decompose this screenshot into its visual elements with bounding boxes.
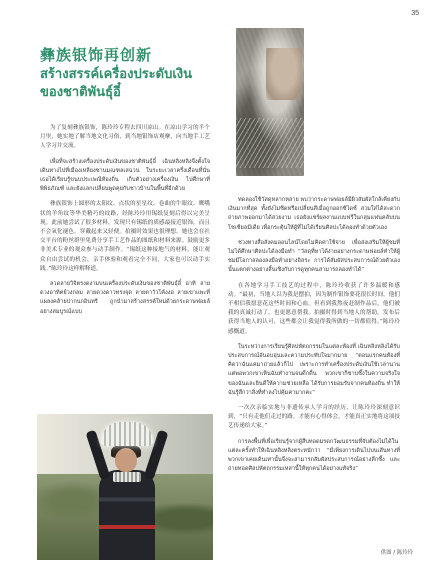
article-title-thai: สร้างสรรค์เครื่องประดับเงินของชาติพันธุ์อี๋: [40, 67, 193, 100]
paragraph-zh-2: 彝族银饰上圆形的太阳纹、点状的星星纹、卷曲的牛眼纹、鹰嘴状的羊角纹等华美精巧的纹路，经陈玲玲用锡纸复刻后得以完美呈现。此前她尝试了很多材料，发现只有锡纸的质感最接近银饰，而且不会氧化褪色。穿戴起来又轻便。拍摄时效果也很理想。她也会在社交平台的粉丝群里免费分享手工艺作品的图纸和材料来源。鼓励更多非美术专业的观众参与动手制作。“锡纸这种接地气的材料，能让观众自由尝试的机会，亲手体验和观看完全不同，大家也可以动手实践。”陈玲玲这样解释道。: [40, 201, 210, 272]
article-title-chinese: 彝族银饰再创新: [40, 46, 153, 64]
paragraph-zh-4: 一次次亲临实地与非遗传承人学习的经历，让陈玲玲深刻意识到，“只有走他们走过的路，才能有心得体会，才能真正实地将这项技艺传递给大家。”: [228, 405, 400, 430]
silver-craft-closeup-photo: [236, 28, 304, 176]
woman-wearing-silver-headdress-photo: [37, 414, 213, 560]
paragraph-zh-1: 为了复刻彝族银饰，陈玲玲专程去四川凉山。在凉山学习的半个月里，她实地了解当地文化习俗，到当地银饰店观摩，向当地手工艺人学习并交流。: [40, 125, 210, 150]
paragraph-th-3: ทดลองใช้วัสดุหลากหลาย พบว่ากระดาษฟอยล์มีผิวสัมผัสใกล้เคียงกับเงินมากที่สุด ทั้งยังไม่ซีดหรือเปลี่ยนสีเมื่อถูกออกซิไดซ์ สวมใส่ได้สะดวก ถ่ายภาพออกมาได้สวยงาม เธอยังแชร์ผลงานแบบฟรีในกลุ่มแฟนคลับบนโซเชียลมีเดีย เพื่อกระตุ้นให้ผู้ที่ไม่ได้เรียนศิลปะได้ลองทำด้วยตัวเอง: [228, 197, 400, 231]
page-number: 35: [411, 10, 419, 17]
paragraph-zh-3: 在各地学习手工技艺的过程中，陈玲玲收获了许多温暖和感动。“最初，当地人以为我是摆拍，因为制作银饰要花很长时间，他们不相信我愿意花这些时间和心血。但看到我熬夜赶制作品后，他们被我的真诚打动了，也更愿意帮我。拍摄时得到当地人的帮助，发布后获得当地人的认可，这些都会让我觉得我所做的一切都值得。”陈玲玲感慨道。: [228, 282, 400, 335]
paragraph-th-5: ในระหว่างการเรียนรู้ศิลปหัตถกรรมในแต่ละท้องที่ เฉินหลิงหลิงได้รับประสบการณ์อันอบอุ่นและความประทับใจมากมาย “ตอนแรกคนท้องที่คิดว่าฉันแค่มาถ่ายแล้วก็ไป เพราะการทำเครื่องประดับเงินใช้เวลานาน แต่พอพวกเขาเห็นฉันทำงานจนดึกดื่น พวกเขาก็ซาบซึ้งในความจริงใจของฉันและยินดีให้ความช่วยเหลือ ได้รับการยอมรับจากคนท้องถิ่น ทำให้ฉันรู้สึกว่าสิ่งที่ทำลงไปคุ้มค่ามากค่ะ”: [228, 343, 400, 396]
left-text-column: [40, 124, 210, 323]
right-text-column: [228, 196, 400, 480]
paragraph-th-6: การลงพื้นที่เพื่อเรียนรู้จากผู้สืบทอดมรดกวัฒนธรรมที่จับต้องไม่ได้ในแต่ละครั้งทำให้เฉินหลิงหลิงตระหนักว่า “มีเพียงการเดินไปบนเส้นทางที่พวกเขาเคยเดินเท่านั้นจึงจะสามารถสัมผัสประสบการณ์อย่างลึกซึ้ง และถ่ายทอดศิลปหัตถกรรมเหล่านี้ให้ทุกคนได้อย่างแท้จริง”: [228, 438, 400, 473]
paragraph-th-4: ช่วงทางสื่อสังคมออนไลน์โดยไม่คิดค่าใช้จ่าย เพื่อส่งเสริมให้ผู้ชมที่ไม่ได้ศึกษาศิลปะได้ลงมือทำ “วัสดุที่หาได้ง่ายอย่างกระดาษฟอยล์ทำให้ผู้ชมมีโอกาสลองลงมือทำอย่างอิสระ การได้สัมผัสประสบการณ์ด้วยตัวเองนั้นแตกต่างอย่างสิ้นเชิงกับการดูทุกคนสามารถลองทำได้”: [228, 239, 400, 274]
paragraph-th-1: เพื่อที่จะสร้างเครื่องประดับเงินของชาติพันธุ์อี๋ เฉินหลิงหลิงจึงตั้งใจเดินทางไปที่เมืองเหลียงซานมณฑลเสฉวน ในระยะเวลาครึ่งเดือนที่นั่น เธอได้เรียนรู้ขนบประเพณีท้องถิ่น เก็บตัวอย่างเครื่องเงิน ไปศึกษาที่พิพิธภัณฑ์ และยังแลกเปลี่ยนพูดคุยกับชาวบ้านในพื้นที่อีกด้วย: [40, 158, 210, 193]
paragraph-th-2: ลวดลายวิจิตรงดงามบนเครื่องประดับเงินของชาติพันธุ์อี๋ อาทิ ลายดวงอาทิตย์วงกลม ลายดวงดาวทรงจุด ลายตาวัวโค้งงอ ลายเขาแพะที่แผลงคล้ายปากนกอินทรี ถูกนำมาสร้างสรรค์ใหม่ด้วยกระดาษฟอยล์อย่างสมบูรณ์แบบ: [40, 281, 210, 315]
photo-credit: 供图 / 陈玲玲: [380, 550, 413, 556]
